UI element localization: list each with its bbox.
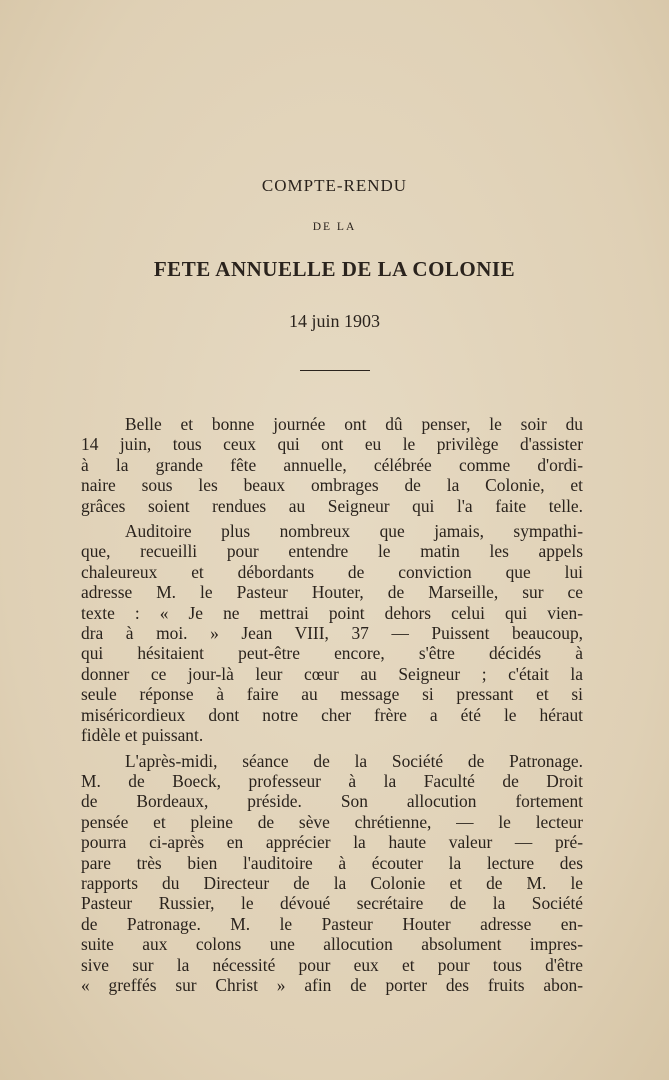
title-divider xyxy=(300,370,370,371)
text-line: seule réponse à faire au message si pressant et si xyxy=(81,684,583,705)
paragraph-2 xyxy=(81,521,583,746)
text-line: de Bordeaux, préside. Son allocution fortement xyxy=(81,791,583,812)
text-line: pare très bien l'auditoire à écouter la lecture des xyxy=(81,852,583,873)
text-line: sive sur la nécessité pour eux et pour tous d'être xyxy=(81,954,583,975)
text-line: suite aux colons une allocution absolument impres- xyxy=(81,934,583,955)
paragraph-1 xyxy=(81,414,583,516)
text-line: que, recueilli pour entendre le matin les appels xyxy=(81,541,583,562)
text-line: pensée et pleine de sève chrétienne, — le lecteur xyxy=(81,811,583,832)
paragraph-3 xyxy=(81,750,583,996)
text-line: pourra ci-après en apprécier la haute valeur — pré- xyxy=(81,832,583,853)
page-title: FETE ANNUELLE DE LA COLONIE xyxy=(153,257,516,281)
text-line: chaleureux et débordants de conviction que lui xyxy=(81,561,583,582)
report-kicker: COMPTE-RENDU xyxy=(261,176,408,195)
text-line: texte : « Je ne mettrai point dehors celui qui vien- xyxy=(81,602,583,623)
text-line: Belle et bonne journée ont dû penser, le soir du xyxy=(125,414,583,434)
text-line: à la grande fête annuelle, célébrée comme d'ordi- xyxy=(81,454,583,475)
text-line: de Patronage. M. le Pasteur Houter adresse en- xyxy=(81,913,583,934)
text-line: adresse M. le Pasteur Houter, de Marseille, sur ce xyxy=(81,582,583,603)
event-date: 14 juin 1903 xyxy=(288,311,380,331)
text-line: Auditoire plus nombreux que jamais, sympathi- xyxy=(125,521,583,542)
text-line: fidèle et puissant. xyxy=(81,725,204,746)
text-line: grâces soient rendues au Seigneur qui l'a faite telle. xyxy=(81,495,583,516)
text-line: miséricordieux dont notre cher frère a été le héraut xyxy=(81,704,583,725)
text-line: M. de Boeck, professeur à la Faculté de Droit xyxy=(81,770,583,791)
text-line: dra à moi. » Jean VIII, 37 — Puissent beaucoup, xyxy=(81,623,583,644)
text-line: naire sous les beaux ombrages de la Colonie, et xyxy=(81,475,583,496)
text-line: qui hésitaient peut-être encore, s'être décidés à xyxy=(81,643,583,664)
text-line: L'après-midi, séance de la Société de Patronage. xyxy=(125,750,583,771)
report-subkicker: DE LA xyxy=(312,221,357,233)
text-line: Pasteur Russier, le dévoué secrétaire de la Société xyxy=(81,893,583,914)
text-line: 14 juin, tous ceux qui ont eu le privilège d'assister xyxy=(81,434,583,455)
text-line: donner ce jour-là leur cœur au Seigneur ; c'était la xyxy=(81,663,583,684)
body-text xyxy=(81,414,583,1000)
text-line: « greffés sur Christ » afin de porter des fruits abon- xyxy=(81,974,583,995)
text-line: rapports du Directeur de la Colonie et de M. le xyxy=(81,872,583,893)
